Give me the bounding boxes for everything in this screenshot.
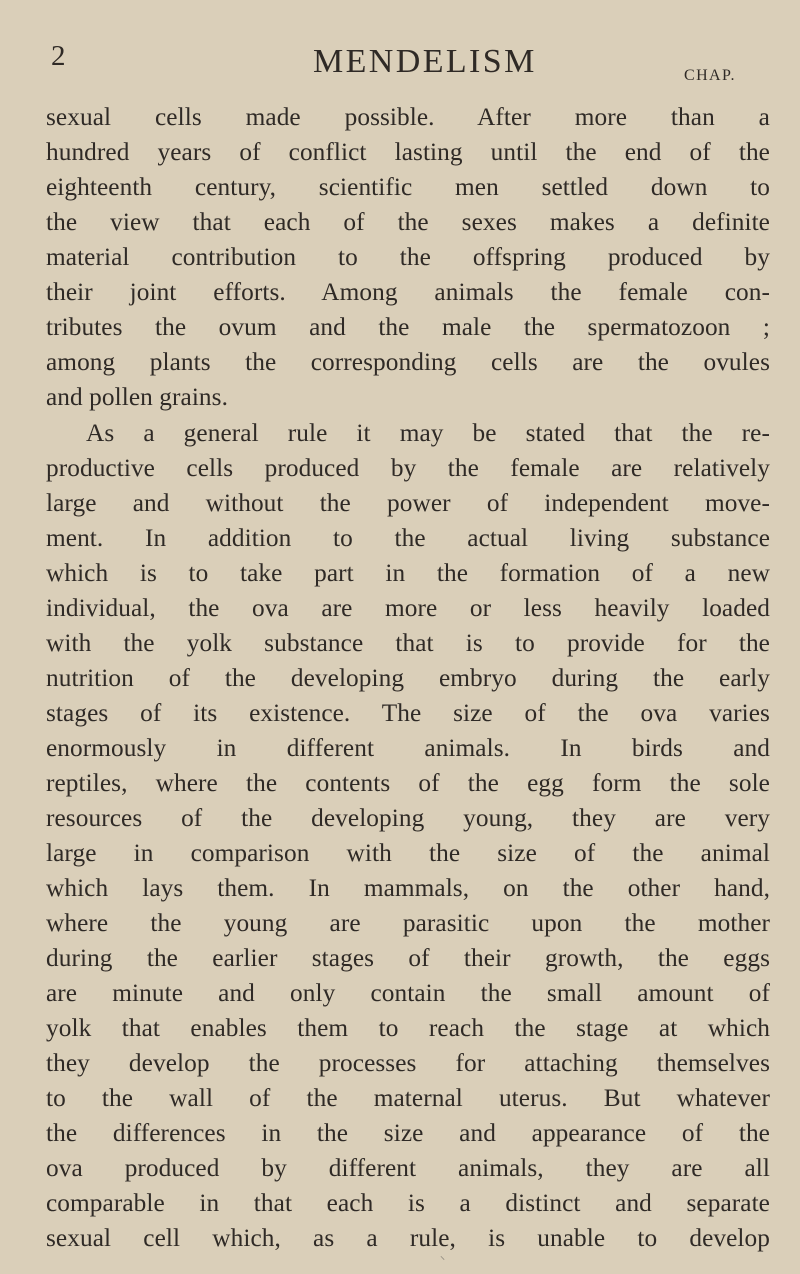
page-number: 2 (51, 40, 66, 72)
text-line: ova produced by different animals, they are all (46, 1154, 770, 1182)
text-line: yolk that enables them to reach the stage at which (46, 1014, 770, 1042)
text-line: the differences in the size and appearance of the (46, 1119, 770, 1147)
text-line: resources of the developing young, they are very (46, 804, 770, 832)
text-line: large and without the power of independent move- (46, 489, 770, 517)
text-line: and pollen grains. (46, 383, 228, 411)
text-line: productive cells produced by the female are relatively (46, 454, 770, 482)
text-line: among plants the corresponding cells are the ovules (46, 348, 770, 376)
text-line: individual, the ova are more or less heavily loaded (46, 594, 770, 622)
text-line: ment. In addition to the actual living substance (46, 524, 770, 552)
text-line: are minute and only contain the small amount of (46, 979, 770, 1007)
text-line: comparable in that each is a distinct and separate (46, 1189, 770, 1217)
text-line: enormously in different animals. In birds and (46, 734, 770, 762)
text-line: sexual cell which, as a rule, is unable to develop (46, 1224, 770, 1252)
text-line: eighteenth century, scientific men settled down to (46, 173, 770, 201)
text-line: large in comparison with the size of the animal (46, 839, 770, 867)
text-line: hundred years of conflict lasting until the end of the (46, 138, 770, 166)
text-line: tributes the ovum and the male the spermatozoon ; (46, 313, 770, 341)
running-title: MENDELISM (313, 43, 537, 80)
text-line: to the wall of the maternal uterus. But whatever (46, 1084, 770, 1112)
text-line: which is to take part in the formation of a new (46, 559, 770, 587)
text-line: where the young are parasitic upon the mother (46, 909, 770, 937)
text-line: As a general rule it may be stated that the re- (86, 419, 770, 447)
text-line: their joint efforts. Among animals the female con- (46, 278, 770, 306)
text-line: reptiles, where the contents of the egg form the sole (46, 769, 770, 797)
text-line: they develop the processes for attaching themselves (46, 1049, 770, 1077)
text-line: during the earlier stages of their growth, the eggs (46, 944, 770, 972)
text-line: material contribution to the offspring produced by (46, 243, 770, 271)
text-line: stages of its existence. The size of the ova varies (46, 699, 770, 727)
chapter-mark: CHAP. (684, 67, 736, 84)
text-line: nutrition of the developing embryo during the early (46, 664, 770, 692)
text-line: the view that each of the sexes makes a definite (46, 208, 770, 236)
text-line: with the yolk substance that is to provide for the (46, 629, 770, 657)
text-line: which lays them. In mammals, on the other hand, (46, 874, 770, 902)
text-line: sexual cells made possible. After more than a (46, 103, 770, 131)
paper-mark-icon: ⸜ (440, 1251, 445, 1262)
